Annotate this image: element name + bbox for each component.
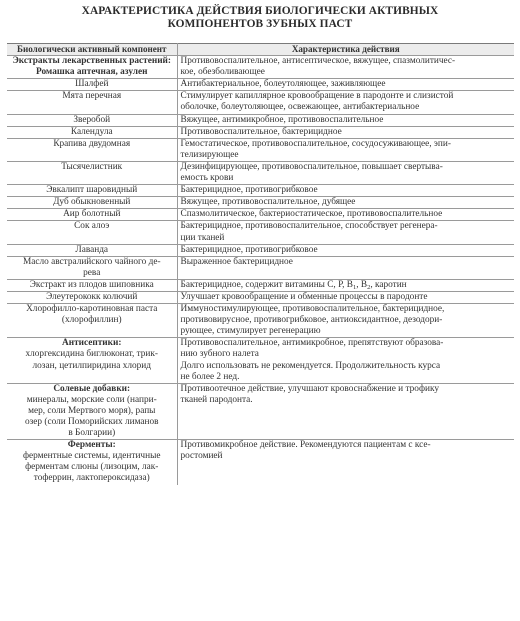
table-row: [7, 244, 514, 256]
table-row: [7, 279, 514, 291]
row-component: Лаванда: [7, 244, 177, 256]
group-title: Ферменты:: [67, 440, 116, 451]
row-component: Крапива двудомная: [7, 138, 177, 161]
group-title: Солевые добавки:: [53, 383, 131, 394]
table-row: [7, 209, 514, 221]
vitamin-subscript: 1: [352, 283, 357, 291]
row-component: Мята перечная: [7, 91, 177, 114]
table-row: [7, 197, 514, 209]
row-component: Элеутерококк колючий: [7, 291, 177, 303]
row-characteristic: Улучшает кровообращение и обменные процессы в пародонте: [177, 291, 514, 303]
row-component: Тысячелистник: [7, 161, 177, 184]
table-row: [7, 383, 514, 439]
row-characteristic: Противовоспалительное, антисептическое, вяжущее, спазмолитичес- кое, обезболивающее: [177, 56, 514, 79]
table-row: [7, 304, 514, 338]
row-component: Зверобой: [7, 114, 177, 126]
table-row: [7, 185, 514, 197]
row-characteristic: Дезинфицирующее, противовоспалительное, повышает свертыва- емость крови: [177, 161, 514, 184]
row-characteristic: Бактерицидное, противовоспалительное, способствует регенера- ции тканей: [177, 221, 514, 244]
table-row: [7, 56, 514, 68]
row-characteristic: Противомикробное действие. Рекомендуются пациентам с ксе- ростомией: [180, 440, 431, 462]
row-characteristic: Бактерицидное, противогрибковое: [177, 185, 514, 197]
row-characteristic: Спазмолитическое, бактериостатическое, противовоспалительное: [177, 209, 514, 221]
group-title: Антисептики:: [62, 338, 122, 349]
row-component: Масло австралийского чайного де- рева: [7, 256, 177, 279]
row-characteristic: Вяжущее, противовоспалительное, дубящее: [177, 197, 514, 209]
row-characteristic: Бактерицидное, противогрибковое: [177, 244, 514, 256]
row-characteristic: Вяжущее, антимикробное, противовоспалительное: [177, 114, 514, 126]
page-title: [10, 5, 510, 31]
row-component: [7, 440, 177, 485]
row-component: Эвкалипт шаровидный: [7, 185, 177, 197]
title-line-1: ХАРАКТЕРИСТИКА ДЕЙСТВИЯ БИОЛОГИЧЕСКИ АКТИВНЫХ: [81, 5, 439, 17]
row-characteristic: Противовоспалительное, антимикробное, препятствуют образова- нию зубного налета Долго использовать не рекомендуется. Продолжительность курса не более 2 нед.: [177, 338, 514, 383]
table-row: [7, 79, 514, 91]
header-component: Биологически активный компонент: [7, 44, 177, 56]
table-row: [7, 256, 514, 279]
row-component: Экстракты лекарственных растений:: [7, 56, 177, 68]
table-header-row: [7, 44, 514, 56]
group-items: хлоргексидина биглюконат, трик- лозан, цетилпиридина хлорид: [25, 349, 159, 371]
table-row: [7, 138, 514, 161]
row-characteristic: Выраженное бактерицидное: [177, 256, 514, 279]
row-characteristic: Противоотечное действие, улучшают кровоснабжение и трофику тканей пародонта.: [177, 383, 514, 439]
table-row: [7, 91, 514, 114]
table-row: [7, 161, 514, 184]
row-component: Дуб обыкновенный: [7, 197, 177, 209]
row-component: Сок алоэ: [7, 221, 177, 244]
table-row: [7, 440, 514, 485]
row-component: [7, 383, 177, 439]
row-component: Календула: [7, 126, 177, 138]
row-component: Экстракт из плодов шиповника: [7, 279, 177, 291]
header-characteristic: Характеристика действия: [177, 44, 514, 56]
title-line-2: КОМПОНЕНТОВ ЗУБНЫХ ПАСТ: [167, 18, 353, 30]
row-component: Хлорофилло-каротиновная паста (хлорофиллин): [7, 304, 177, 338]
vitamins-text: Бактерицидное, содержит витамины С, Р, В: [180, 279, 353, 290]
row-characteristic: Антибактериальное, болеутоляющее, заживляющее: [177, 79, 514, 91]
components-table: [7, 43, 514, 485]
vitamin-subscript: 2: [367, 283, 371, 291]
row-characteristic: [177, 279, 514, 291]
table-row: [7, 114, 514, 126]
row-component: Ромашка аптечная, азулен: [7, 67, 177, 79]
row-component: Шалфей: [7, 79, 177, 91]
vitamins-text: , каротин: [370, 279, 407, 290]
row-characteristic: Гемостатическое, противовоспалительное, сосудосуживающее, эпи- телизирующее: [177, 138, 514, 161]
row-characteristic: Стимулирует капиллярное кровообращение в пародонте и слизистой оболочке, болеутоляющее, освежающее, антибактериальное: [177, 91, 514, 114]
group-items: минералы, морские соли (напри- мер, соли Мертвого моря), рапы озер (соли Поморийских лиманов в Болгарии): [24, 394, 159, 439]
row-characteristic: Иммуностимулирующее, противовоспалительное, бактерицидное, противовирусное, противогрибковое, антиоксидантное, дезодори- рующее, стимулирует регенерацию: [177, 304, 514, 338]
table-row: [7, 221, 514, 244]
row-component: Аир болотный: [7, 209, 177, 221]
table-row: [7, 338, 514, 383]
row-component: [7, 338, 177, 383]
table-row: [7, 126, 514, 138]
vitamins-text: , В: [356, 279, 368, 290]
row-characteristic: Противовоспалительное, бактерицидное: [177, 126, 514, 138]
table-row: [7, 291, 514, 303]
group-items: ферментные системы, идентичные ферментам слюны (лизоцим, лак- тоферрин, лактопероксидаза): [23, 451, 161, 484]
